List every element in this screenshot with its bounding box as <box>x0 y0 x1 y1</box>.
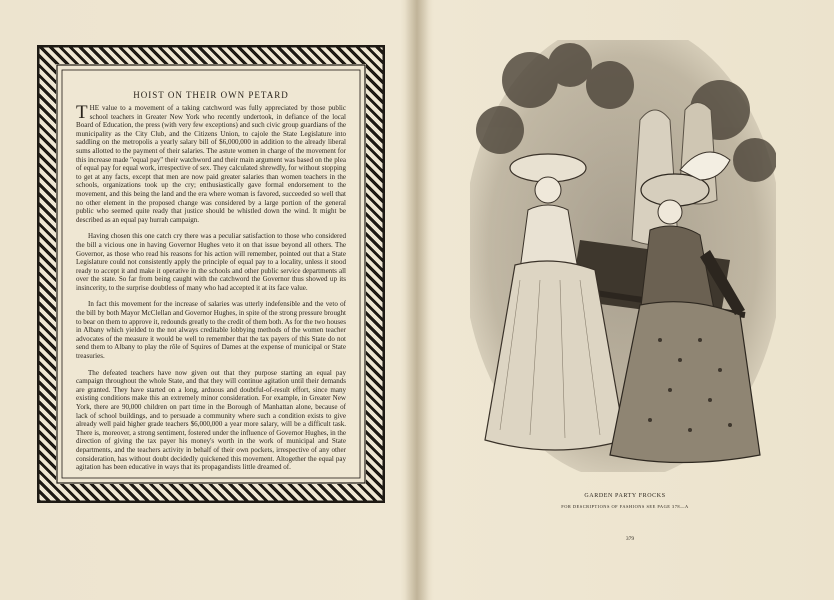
paragraph-3: In fact this movement for the increase of salaries was utterly indefensible and the veto of the bill by both Mayor McClellan and Governor Hughes, in spite of the strong pressure brought to bear on them to approve it, redounds greatly to the credit of them both. As for the two houses in Albany which yielded to the not always creditable lobbying methods of the women teacher advocates of the measure it would be well to remember that the tax payers of this State do not send them to Albany to play the rôle of Squires of Dames at the expense of municipal or State treasuries. <box>76 300 346 361</box>
drop-cap: T <box>76 102 88 123</box>
article-body <box>76 104 346 480</box>
paragraph-4: The defeated teachers have now given out that they purpose starting an equal pay campaign throughout the whole State, and that they will continue agitation until their demands are granted. They have started on a long, arduous and doubtful-of-result effort, since many existing conditions make this an extremely minor consideration. For example, in Greater New York, there are 90,000 children on part time in the Borough of Manhattan alone, because of lack of school buildings, and to persuade a community where such a condition exists to give already well paid higher grade teachers $6,000,000 a year more salary, will be a difficult task. There is, moreover, a strong sentiment, fostered under the influence of Governor Hughes, in the direction of giving the tax payer his money's worth in the work of municipal and State departments, and the teachers activity in behalf of their own pockets, irrespective of any other consideration, has without doubt decidedly quickened this movement. Altogether the equal pay agitation has been educative in ways that its propagandists little dreamed of. <box>76 368 346 472</box>
paragraph-1 <box>76 104 346 224</box>
gutter-shadow <box>405 0 429 600</box>
illustration-subcaption: FOR DESCRIPTIONS OF FASHIONS SEE PAGE 378—A <box>561 504 689 509</box>
page-number: 379 <box>625 536 635 542</box>
fashion-illustration <box>470 40 776 472</box>
paragraph-2: Having chosen this one catch cry there was a peculiar satisfaction to those who considered the bill a vicious one in having Governor Hughes veto it on that issue beyond all others. The Governor, as those who read his reasons for his action will remember, pointed out that a State Legislature could not consistently apply the principle of equal pay to a locality, unless it stood ready to accept it and make it operative in the schools and other public service departments all over the state. So far from being caught with the catchword the Governor thus showed up its insincerity, to the surprise doubtless of many who had accepted it at its face value. <box>76 232 346 292</box>
paragraph-1-text: HE value to a movement of a taking catchword was fully appreciated by those public school teachers in Greater New York who recently undertook, in defiance of the local Board of Education, the press (with very few exceptions) and such civic group guardians of the municipality as the City Club, and the Citizens Union, to cajole the State Legislature into saddling on the metropolis a yearly salary bill of $6,000,000 in addition to the already liberal sums allotted to the payment of their salaries. The astute women in charge of the movement for this increase made "equal pay" their watchword and their main argument was based on the plea of equal pay for equal work, irrespective of sex. They calculated shrewdly, for without stopping to get at any facts, except that men are now paid greater salaries than women teachers in the schools, organizations took up the cry; enthusiastically gave formal endorsement to the movement, and this being the land and the era where woman is favored, succeeded so well that no other element in the proposed change was considered by a large portion of the general public who seemed quite ready that justice should be whistled down the wind. It might be described as an equal pay hurrah campaign. <box>76 104 346 224</box>
article-title: HOIST ON THEIR OWN PETARD <box>133 90 289 100</box>
illustration-caption: GARDEN PARTY FROCKS <box>584 493 666 499</box>
